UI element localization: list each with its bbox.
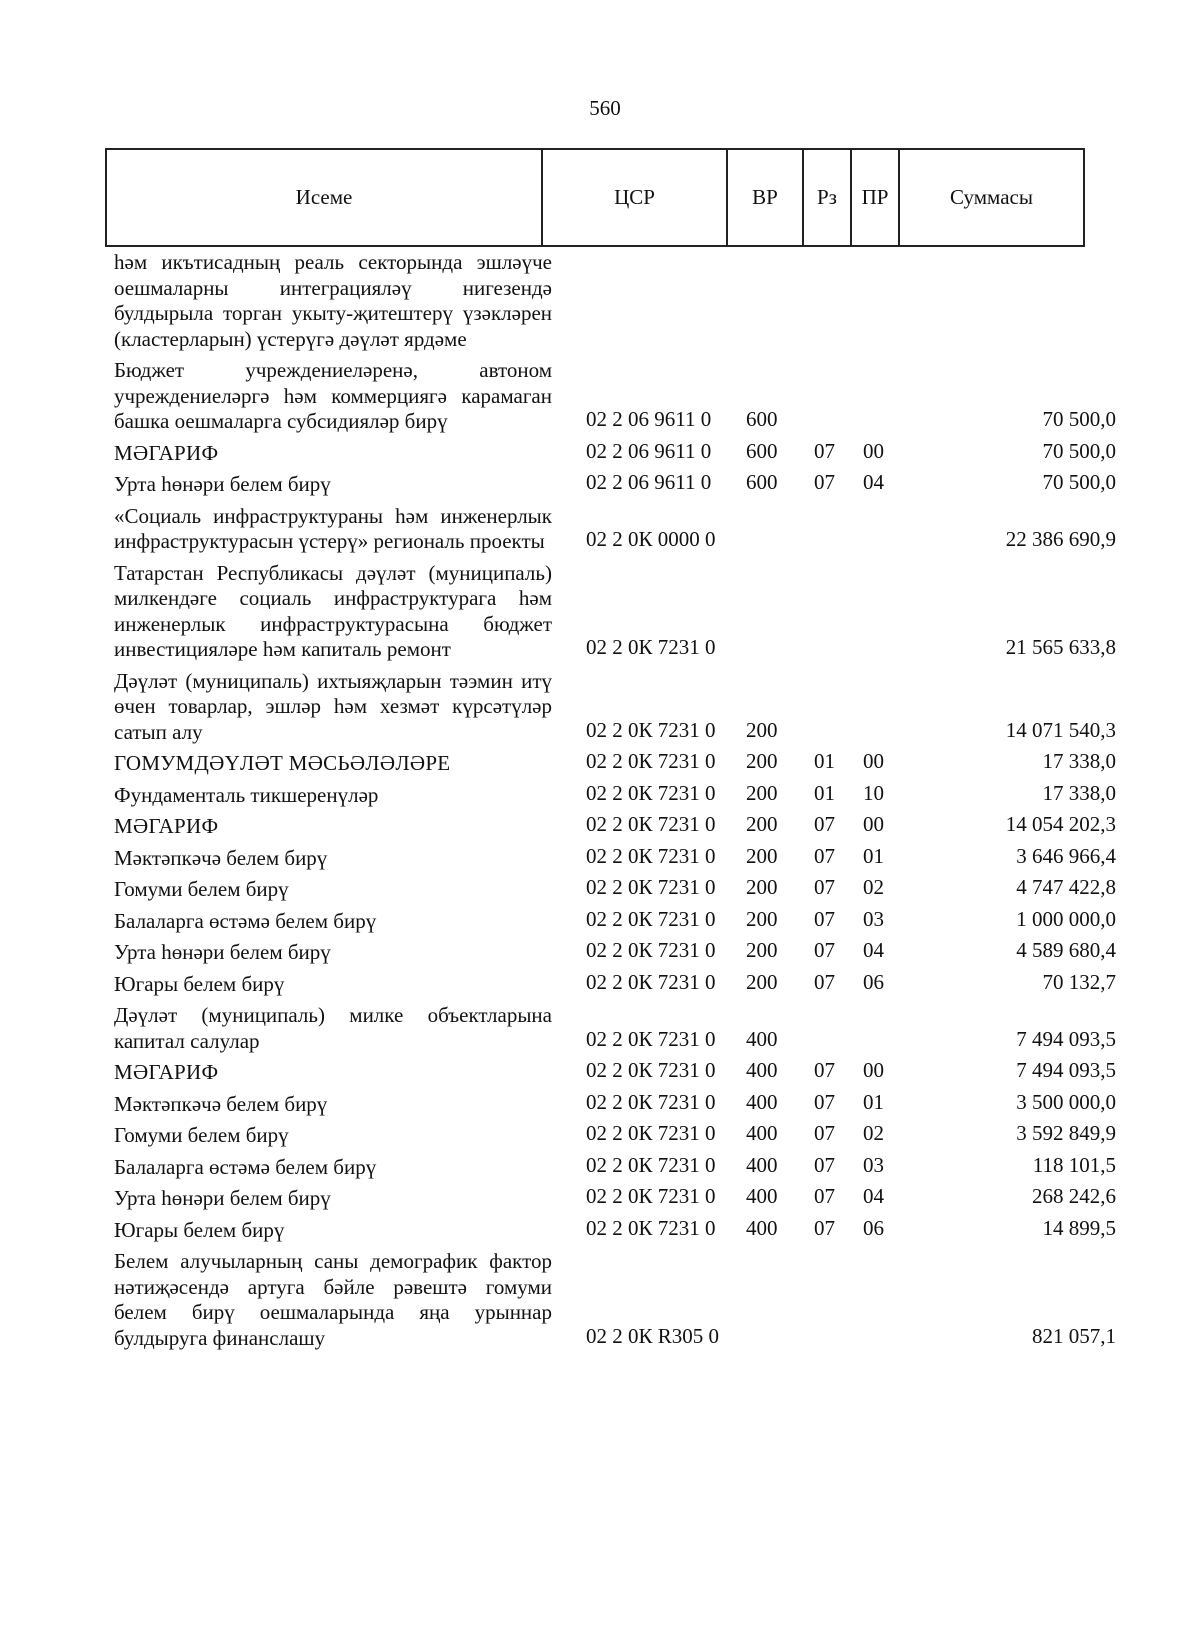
row-csr: 02 2 0К 7231 0 — [586, 1215, 716, 1240]
row-sum: 3 592 849,9 — [1016, 1121, 1116, 1145]
row-name: Гомуми белем бирү — [114, 877, 289, 901]
table-row — [114, 969, 1116, 998]
table-row — [114, 877, 1116, 903]
row-name: Урта һөнәри белем бирү — [114, 1186, 331, 1210]
row-pr: 03 — [863, 1152, 884, 1177]
row-sum: 17 338,0 — [1042, 749, 1116, 773]
row-name: МӘГАРИФ — [114, 1060, 219, 1084]
row-sum: 3 500 000,0 — [1016, 1089, 1116, 1114]
row-csr: 02 2 0К 7231 0 — [586, 969, 716, 994]
row-name: МӘГАРИФ — [114, 814, 219, 838]
row-name: Бюджет учреждениеләренә, автоном учреждениеләргә һәм коммерциягә карамаган башка оешмаларга субсидияләр бирү — [114, 358, 552, 433]
row-name: Мәктәпкәчә белем бирү — [114, 845, 328, 870]
row-name: Белем алучыларның саны демографик фактор нәтиҗәсендә артуга бәйле рәвештә гомуми белем бирү оешмаларында яңа урыннар булдыруга финанслашу — [114, 1249, 552, 1350]
row-pr: 02 — [863, 875, 884, 899]
header-csr: ЦСР — [542, 149, 727, 246]
row-rz: 07 — [814, 438, 835, 463]
row-rz: 07 — [814, 1121, 835, 1145]
row-sum: 21 565 633,8 — [1005, 635, 1116, 659]
row-csr: 02 2 0К 7231 0 — [586, 1121, 716, 1145]
row-vr: 200 — [746, 749, 778, 773]
row-name: Дәүләт (муниципаль) милке объектларына капитал салулар — [114, 1003, 552, 1053]
row-sum: 7 494 093,5 — [1016, 1058, 1116, 1082]
row-rz: 07 — [814, 1184, 835, 1208]
table-row — [114, 1249, 1116, 1351]
row-pr: 04 — [863, 470, 884, 494]
row-vr: 400 — [746, 1058, 778, 1082]
row-pr: 03 — [863, 906, 884, 931]
row-pr: 02 — [863, 1121, 884, 1145]
row-vr: 600 — [746, 438, 778, 463]
header-pr: ПР — [851, 149, 899, 246]
row-sum: 268 242,6 — [1032, 1184, 1116, 1208]
row-vr: 600 — [746, 470, 778, 494]
row-sum: 14 071 540,3 — [1005, 717, 1116, 742]
row-sum: 821 057,1 — [1032, 1323, 1116, 1348]
row-csr: 02 2 06 9611 0 — [586, 407, 712, 431]
row-vr: 200 — [746, 969, 778, 994]
row-csr: 02 2 0К 7231 0 — [586, 906, 716, 931]
table-row — [114, 669, 1116, 746]
row-name: Югары белем бирү — [114, 1217, 285, 1242]
row-rz: 07 — [814, 1058, 835, 1082]
table-row — [114, 1186, 1116, 1212]
row-csr: 02 2 0К 7231 0 — [586, 1089, 716, 1114]
table-row — [114, 504, 1116, 555]
table-row — [114, 1123, 1116, 1149]
row-vr: 200 — [746, 875, 778, 899]
row-csr: 02 2 0К 7231 0 — [586, 1152, 716, 1177]
row-name: ГОМУМДӘҮЛӘТ МӘСЬӘЛӘЛӘРЕ — [114, 751, 451, 775]
row-pr: 00 — [863, 438, 884, 463]
row-vr: 400 — [746, 1121, 778, 1145]
header-vr: ВР — [727, 149, 803, 246]
row-name: Татарстан Республикасы дәүләт (муниципаль) милкендәге социаль инфраструктурага һәм инженерлык инфраструктурасына бюджет инвестицияләре һәм капиталь ремонт — [114, 560, 552, 661]
row-rz: 01 — [814, 780, 835, 805]
table-row — [114, 472, 1116, 498]
row-name: Урта һөнәри белем бирү — [114, 472, 331, 496]
table-row — [114, 1003, 1116, 1054]
row-name: Гомуми белем бирү — [114, 1123, 289, 1147]
row-csr: 02 2 0К 7231 0 — [586, 843, 716, 868]
row-vr: 400 — [746, 1184, 778, 1208]
row-vr: 400 — [746, 1026, 778, 1051]
row-name: Югары белем бирү — [114, 971, 285, 996]
row-sum: 70 500,0 — [1042, 438, 1116, 463]
page-number: 560 — [589, 96, 621, 120]
table-row — [114, 751, 1116, 777]
row-csr: 02 2 0К 7231 0 — [586, 1058, 716, 1082]
row-sum: 4 589 680,4 — [1016, 938, 1116, 962]
row-pr: 01 — [863, 843, 884, 868]
table-row — [114, 814, 1116, 840]
row-name: Фундаменталь тикшеренүләр — [114, 782, 379, 807]
row-vr: 200 — [746, 938, 778, 962]
table-row — [114, 906, 1116, 935]
row-sum: 14 899,5 — [1042, 1215, 1116, 1240]
row-vr: 200 — [746, 812, 778, 836]
row-rz: 07 — [814, 969, 835, 994]
row-sum: 70 500,0 — [1042, 470, 1116, 494]
row-name: МӘГАРИФ — [114, 440, 219, 465]
row-name: Балаларга өстәмә белем бирү — [114, 1154, 377, 1179]
row-vr: 400 — [746, 1089, 778, 1114]
table-row — [114, 1089, 1116, 1118]
row-pr: 00 — [863, 749, 884, 773]
row-rz: 07 — [814, 470, 835, 494]
row-pr: 01 — [863, 1089, 884, 1114]
row-pr: 04 — [863, 938, 884, 962]
row-csr: 02 2 0К 7231 0 — [586, 717, 716, 742]
row-csr: 02 2 0К 0000 0 — [586, 527, 716, 551]
row-sum: 1 000 000,0 — [1016, 906, 1116, 931]
row-vr: 200 — [746, 843, 778, 868]
row-rz: 07 — [814, 1215, 835, 1240]
table-row — [114, 940, 1116, 966]
row-vr: 400 — [746, 1152, 778, 1177]
row-pr: 10 — [863, 780, 884, 805]
row-rz: 07 — [814, 875, 835, 899]
row-pr: 06 — [863, 969, 884, 994]
row-vr: 200 — [746, 780, 778, 805]
row-csr: 02 2 0К 7231 0 — [586, 635, 716, 659]
row-csr: 02 2 0К 7231 0 — [586, 1026, 716, 1051]
header-rz: Рз — [803, 149, 851, 246]
table-row — [114, 561, 1116, 663]
row-csr: 02 2 0К 7231 0 — [586, 780, 716, 805]
row-csr: 02 2 0К 7231 0 — [586, 875, 716, 899]
row-csr: 02 2 0К R305 0 — [586, 1323, 720, 1348]
row-rz: 07 — [814, 1089, 835, 1114]
row-vr: 200 — [746, 717, 778, 742]
row-sum: 7 494 093,5 — [1016, 1026, 1116, 1051]
row-csr: 02 2 06 9611 0 — [586, 438, 712, 463]
row-pr: 00 — [863, 812, 884, 836]
row-name: Дәүләт (муниципаль) ихтыяҗларын тәэмин итү өчен товарлар, эшләр һәм хезмәт күрсәтүләр сатып алу — [114, 668, 552, 744]
row-sum: 17 338,0 — [1042, 780, 1116, 805]
row-csr: 02 2 0К 7231 0 — [586, 812, 716, 836]
row-name: Балаларга өстәмә белем бирү — [114, 908, 377, 933]
row-rz: 07 — [814, 1152, 835, 1177]
row-sum: 14 054 202,3 — [1005, 812, 1116, 836]
table-row — [114, 1152, 1116, 1181]
row-csr: 02 2 0К 7231 0 — [586, 1184, 716, 1208]
row-name: «Социаль инфраструктураны һәм инженерлык инфраструктурасын үстерү» региональ проекты — [114, 503, 552, 553]
table-row — [114, 1215, 1116, 1244]
row-pr: 00 — [863, 1058, 884, 1082]
row-vr: 200 — [746, 906, 778, 931]
row-csr: 02 2 0К 7231 0 — [586, 749, 716, 773]
table-header — [105, 148, 1085, 247]
header-sum: Суммасы — [899, 149, 1084, 246]
row-csr: 02 2 06 9611 0 — [586, 470, 712, 494]
table-body — [114, 250, 1116, 1351]
row-sum: 22 386 690,9 — [1005, 527, 1116, 551]
row-name: һәм икътисадның реаль секторында эшләүче оешмаларны интеграцияләү нигезендә булдырыла торган укыту-җитештерү үзәкләрен (кластерларын) үстерүгә дәүләт ярдәме — [114, 250, 552, 351]
row-sum: 70 132,7 — [1042, 969, 1116, 994]
table-row — [114, 843, 1116, 872]
row-pr: 06 — [863, 1215, 884, 1240]
row-sum: 4 747 422,8 — [1016, 875, 1116, 899]
row-rz: 07 — [814, 843, 835, 868]
table-row — [114, 438, 1116, 467]
row-rz: 01 — [814, 749, 835, 773]
row-name: Урта һөнәри белем бирү — [114, 940, 331, 964]
table-row — [114, 250, 1116, 352]
table-row — [114, 1060, 1116, 1086]
table-row — [114, 358, 1116, 435]
header-name: Исеме — [106, 149, 542, 246]
row-vr: 600 — [746, 407, 778, 431]
row-rz: 07 — [814, 812, 835, 836]
row-csr: 02 2 0К 7231 0 — [586, 938, 716, 962]
row-rz: 07 — [814, 906, 835, 931]
row-pr: 04 — [863, 1184, 884, 1208]
row-sum: 118 101,5 — [1032, 1152, 1116, 1177]
row-rz: 07 — [814, 938, 835, 962]
row-sum: 3 646 966,4 — [1016, 843, 1116, 868]
row-sum: 70 500,0 — [1042, 407, 1116, 431]
table-row — [114, 780, 1116, 809]
row-vr: 400 — [746, 1215, 778, 1240]
row-name: Мәктәпкәчә белем бирү — [114, 1091, 328, 1116]
